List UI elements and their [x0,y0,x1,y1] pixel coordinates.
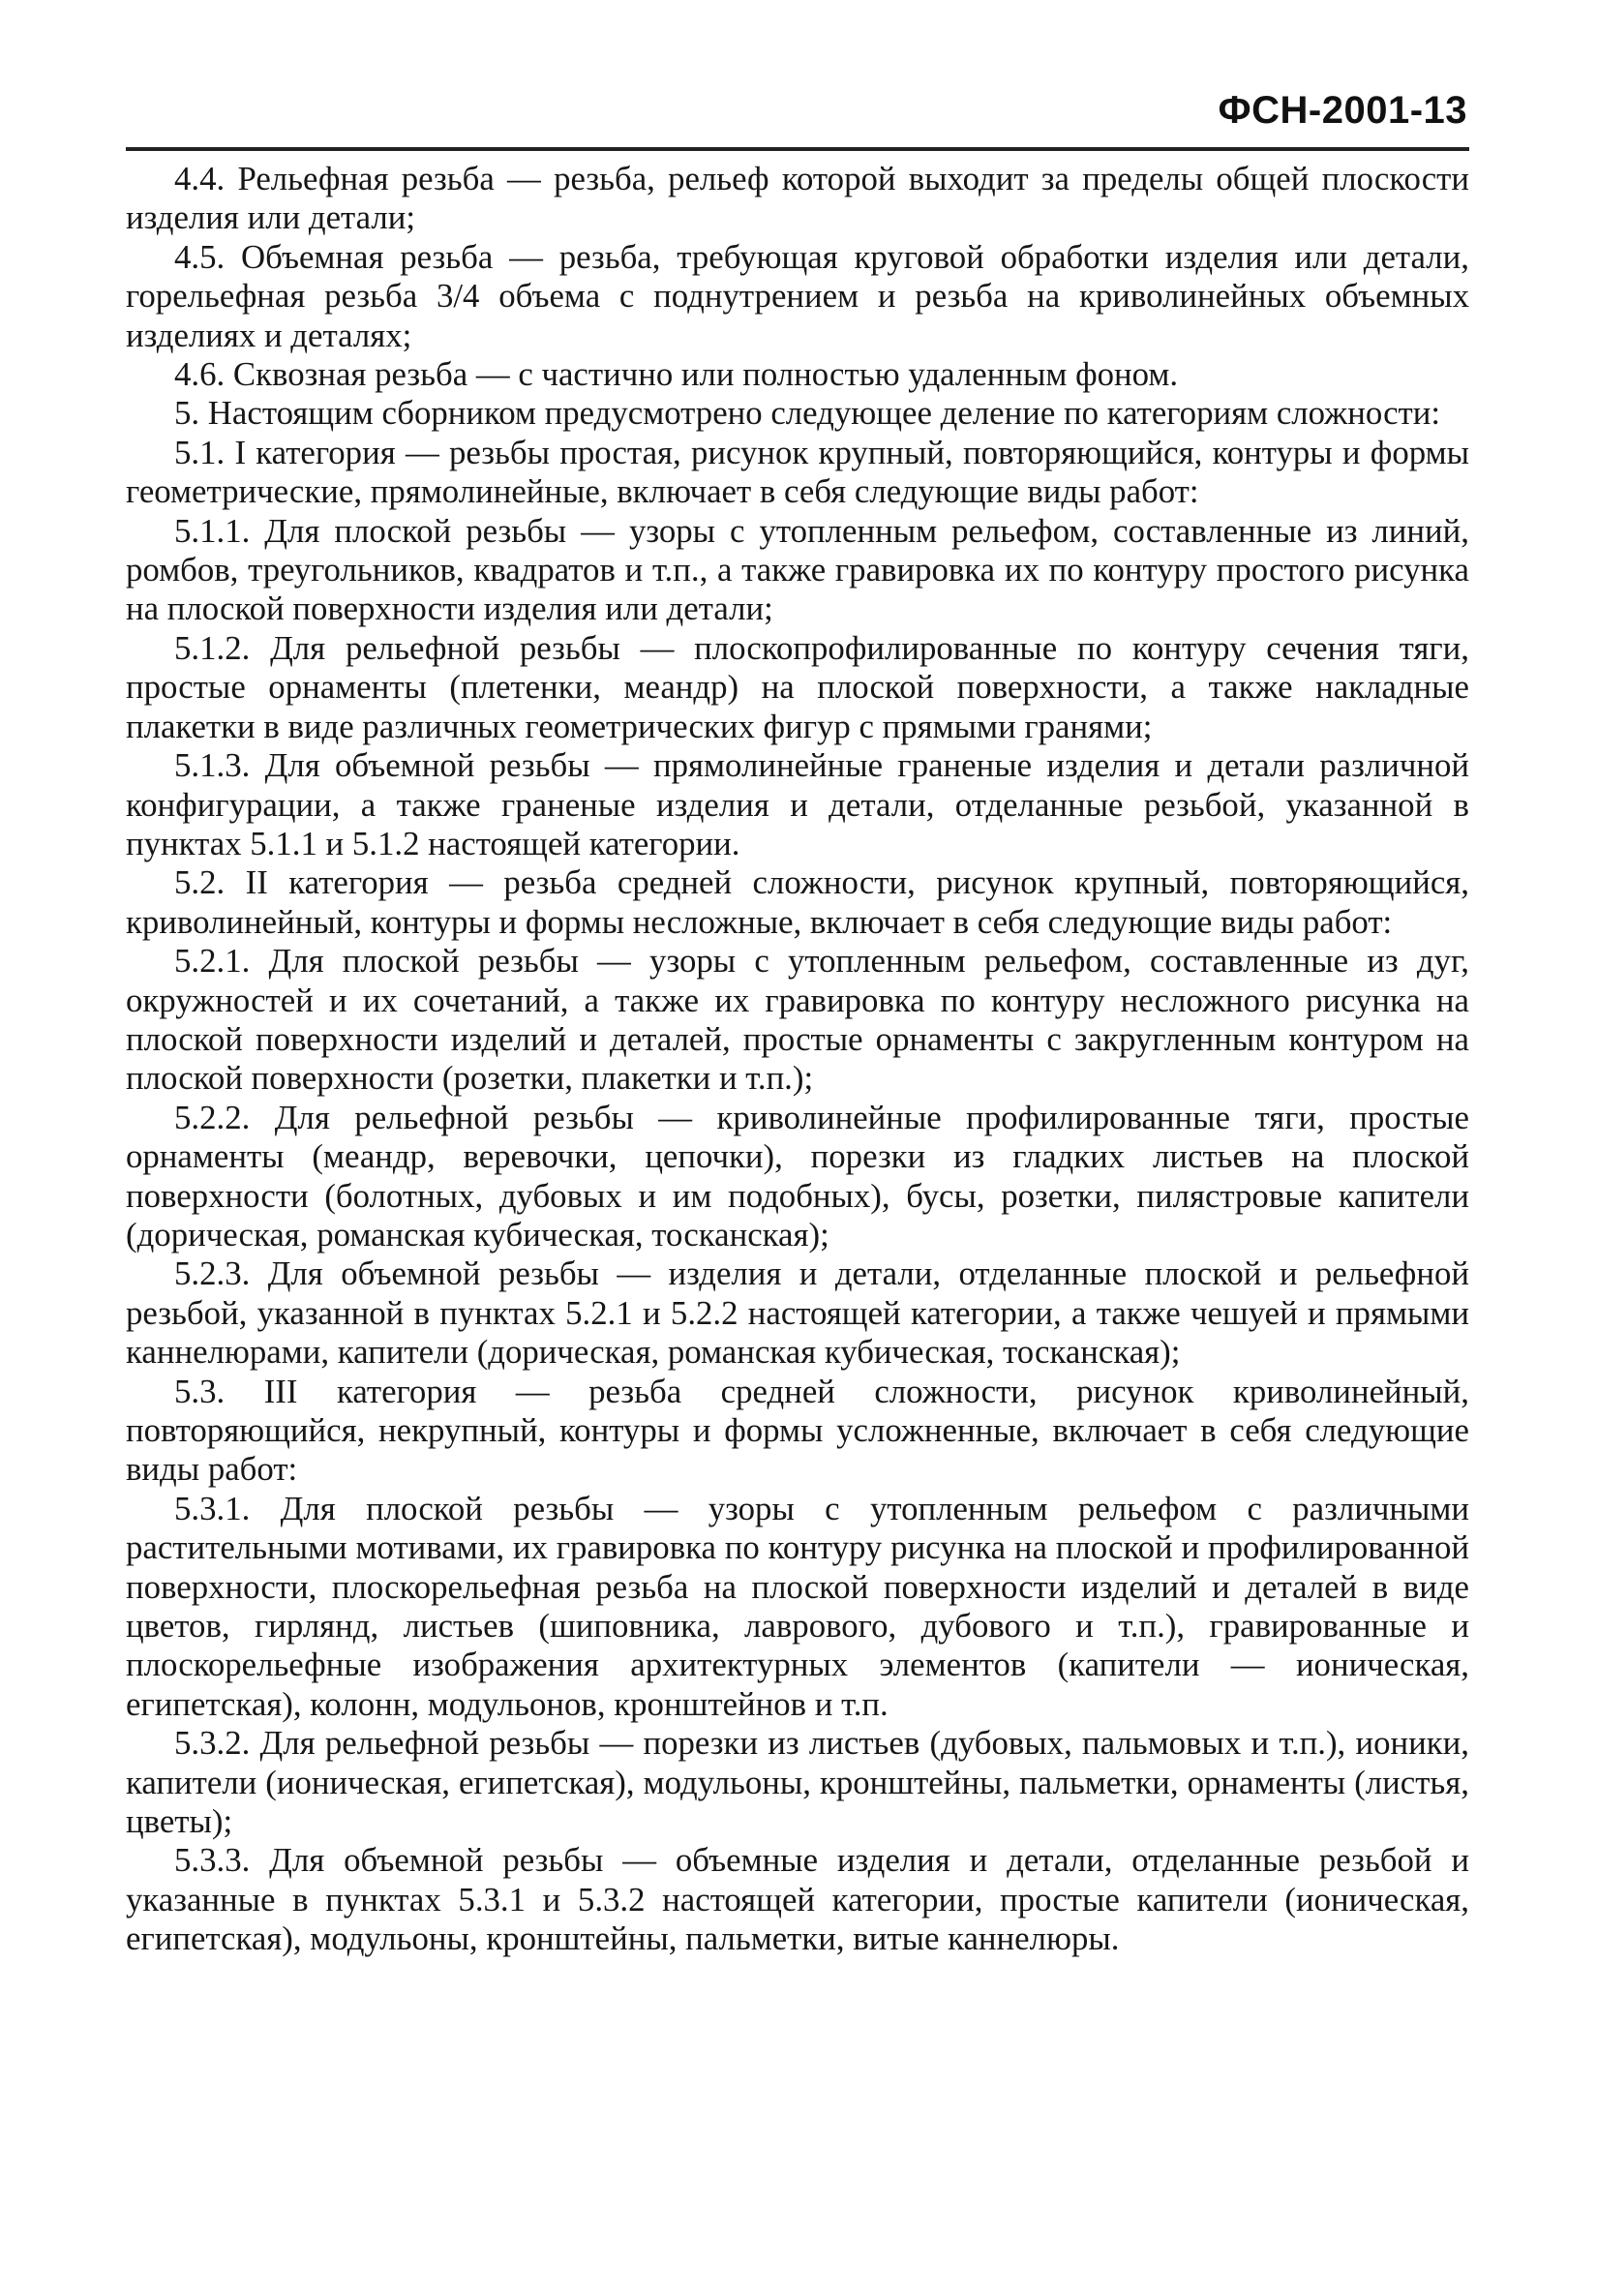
paragraph-4-4: 4.4. Рельефная резьба — резьба, рельеф которой выходит за пределы общей плоскости изделия или детали; [126,160,1469,237]
paragraph-5-3-3: 5.3.3. Для объемной резьбы — объемные изделия и детали, отделанные резьбой и указанные в пунктах 5.3.1 и 5.3.2 настоящей категории, простые капители (ионическая, египетская), модульоны, кронштейны, пальметки, витые каннелюры. [126,1841,1469,1958]
paragraph-5-2-3: 5.2.3. Для объемной резьбы — изделия и детали, отделанные плоской и рельефной резьбой, указанной в пунктах 5.2.1 и 5.2.2 настоящей категории, а также чешуей и прямыми каннелюрами, капители (дорическая, романская кубическая, тосканская); [126,1254,1469,1372]
paragraph-5-3-2: 5.3.2. Для рельефной резьбы — порезки из листьев (дубовых, пальмовых и т.п.), ионики, капители (ионическая, египетская), модульоны, кронштейны, пальметки, орнаменты (листья, цветы); [126,1724,1469,1841]
document-code: ФСН-2001-13 [1218,89,1467,132]
header-rule [126,147,1469,151]
paragraph-4-5: 4.5. Объемная резьба — резьба, требующая круговой обработки изделия или детали, горельефная резьба 3/4 объема с поднутрением и резьба на криволинейных объемных изделиях и деталях; [126,237,1469,354]
paragraph-5-1-3: 5.1.3. Для объемной резьбы — прямолинейные граненые изделия и детали различной конфигурации, а также граненые изделия и детали, отделанные резьбой, указанной в пунктах 5.1.1 и 5.1.2 настоящей категории. [126,746,1469,862]
paragraph-5: 5. Настоящим сборником предусмотрено следующее деление по категориям сложности: [174,394,1441,433]
paragraph-4-6: 4.6. Сквозная резьба — с частично или полностью удаленным фоном. [174,355,1179,394]
paragraph-5-2-2: 5.2.2. Для рельефной резьбы — криволинейные профилированные тяги, простые орнаменты (меандр, веревочки, цепочки), порезки из гладких листьев на плоской поверхности (болотных, дубовых и им подобных), бусы, розетки, пилястровые капители (дорическая, романская кубическая, тосканская); [126,1098,1469,1254]
paragraph-5-2-1: 5.2.1. Для плоской резьбы — узоры с утопленным рельефом, составленные из дуг, окружностей и их сочетаний, а также их гравировка по контуру несложного рисунка на плоской поверхности изделий и деталей, простые орнаменты с закругленным контуром на плоской поверхности (розетки, плакетки и т.п.); [126,942,1469,1098]
paragraph-5-3-1: 5.3.1. Для плоской резьбы — узоры с утопленным рельефом с различными растительными мотивами, их гравировка по контуру рисунка на плоской и профилированной поверхности, плоскорельефная резьба на плоской поверхности изделий и деталей в виде цветов, гирлянд, листьев (шиповника, лаврового, дубового и т.п.), гравированные и плоскорельефные изображения архитектурных элементов (капители — ионическая, египетская), колонн, модульонов, кронштейнов и т.п. [126,1489,1469,1723]
paragraph-5-1-1: 5.1.1. Для плоской резьбы — узоры с утопленным рельефом, составленные из линий, ромбов, треугольников, квадратов и т.п., а также гравировка их по контуру простого рисунка на плоской поверхности изделия или детали; [126,511,1469,628]
paragraph-5-3: 5.3. III категория — резьба средней сложности, рисунок криволинейный, повторяющийся, некрупный, контуры и формы усложненные, включает в себя следующие виды работ: [126,1372,1469,1489]
paragraph-5-1-2: 5.1.2. Для рельефной резьбы — плоскопрофилированные по контуру сечения тяги, простые орнаменты (плетенки, меандр) на плоской поверхности, а также накладные плакетки в виде различных геометрических фигур с прямыми гранями; [126,628,1469,745]
paragraph-5-2: 5.2. II категория — резьба средней сложности, рисунок крупный, повторяющийся, криволинейный, контуры и формы несложные, включает в себя следующие виды работ: [126,863,1469,941]
body-text [126,160,1469,1959]
paragraph-5-1: 5.1. I категория — резьбы простая, рисунок крупный, повторяющийся, контуры и формы геометрические, прямолинейные, включает в себя следующие виды работ: [126,433,1469,511]
